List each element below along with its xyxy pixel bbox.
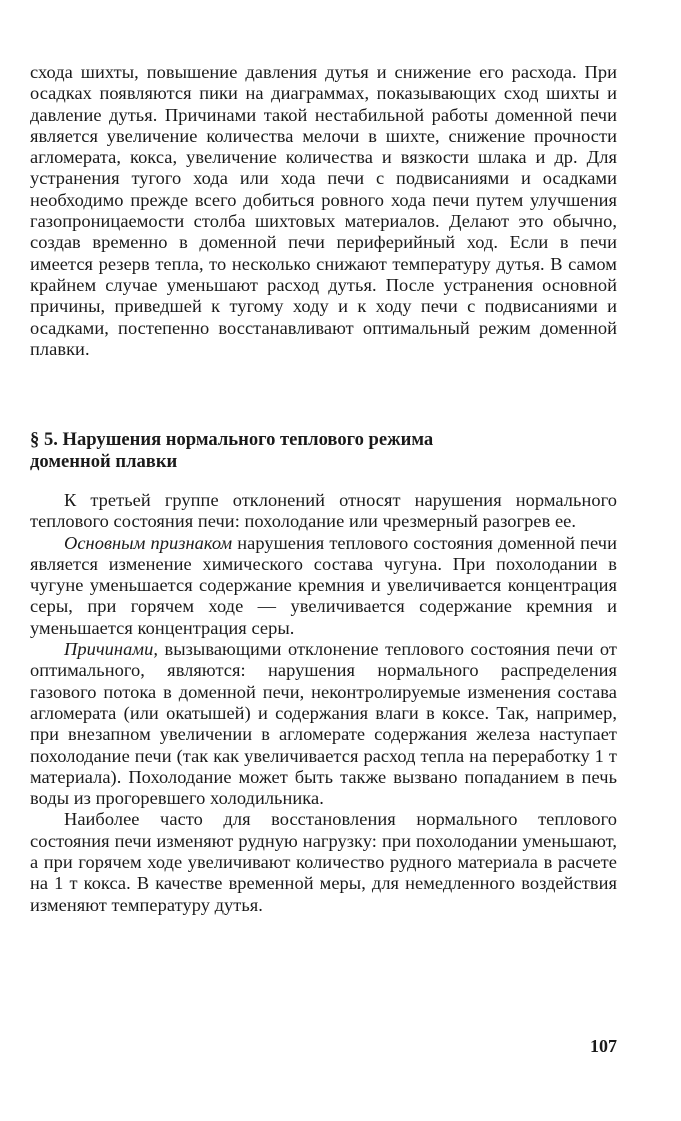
paragraph-causes bbox=[30, 639, 617, 809]
emphasis-main-sign: Основным признаком bbox=[64, 532, 233, 553]
section-heading bbox=[30, 429, 617, 473]
section-body bbox=[30, 490, 617, 916]
page-number: 107 bbox=[590, 1036, 617, 1056]
paragraph-third-group: К третьей группе отклонений относят нарушения нормального теплового состояния печи: похолодание или чрезмерный разогрев ее. bbox=[30, 490, 617, 532]
paragraph-causes-text: вызывающими отклонение теплового состояния печи от оптимального, являются: нарушения нормального распределения газового потока в доменной печи, неконтролируемые изменения состава агломерата (или окатышей) и содержания влаги в коксе. Так, например, при внезапном увеличении в агломерате содержания железа наступает похолодание печи (так как увеличивается расход тепла на переработку 1 т материала). Похолодание может быть также вызвано попаданием в печь воды из прогоревшего холодильника. bbox=[30, 639, 617, 809]
paragraph-continuation: схода шихты, повышение давления дутья и снижение его расхода. При осадках появляются пики на диаграммах, показывающих сход шихты и давление дутья. Причинами такой нестабильной работы доменной печи является увеличение количества мелочи в шихте, снижение прочности агломерата, кокса, увеличение количества и вязкости шлака и др. Для устранения тугого хода или хода печи с подвисаниями и осадками необходимо прежде всего добиться ровного хода печи путем улучшения газопроницаемости столба шихтовых материалов. Делают это обычно, создав временно в доменной печи периферийный ход. Если в печи имеется резерв тепла, то несколько снижают температуру дутья. В самом крайнем случае уменьшают расход дутья. После устранения основной причины, приведшей к тугому ходу и к ходу печи с подвисаниями и осадками, постепенно восстанавливают оптимальный режим доменной плавки. bbox=[30, 62, 617, 359]
section-title-line-1: § 5. Нарушения нормального теплового режима bbox=[30, 429, 434, 450]
paragraph-restoration: Наиболее часто для восстановления нормального теплового состояния печи изменяют рудную нагрузку: при похолодании уменьшают, а при горячем ходе увеличивают количество рудного материала в расчете на 1 т кокса. В качестве временной меры, для немедленного воздействия изменяют температуру дутья. bbox=[30, 809, 617, 915]
emphasis-causes: Причинами, bbox=[64, 639, 158, 660]
paragraph-main-sign-text: нарушения теплового состояния доменной печи является изменение химического состава чугуна. При похолодании в чугуне уменьшается содержание кремния и увеличивается концентрация серы, при горячем ходе — увеличивается содержание кремния и уменьшается концентрация серы. bbox=[30, 532, 617, 638]
section-title-line-2: доменной плавки bbox=[30, 451, 178, 472]
paragraph-main-sign bbox=[30, 533, 617, 639]
text-block-top bbox=[30, 62, 617, 360]
